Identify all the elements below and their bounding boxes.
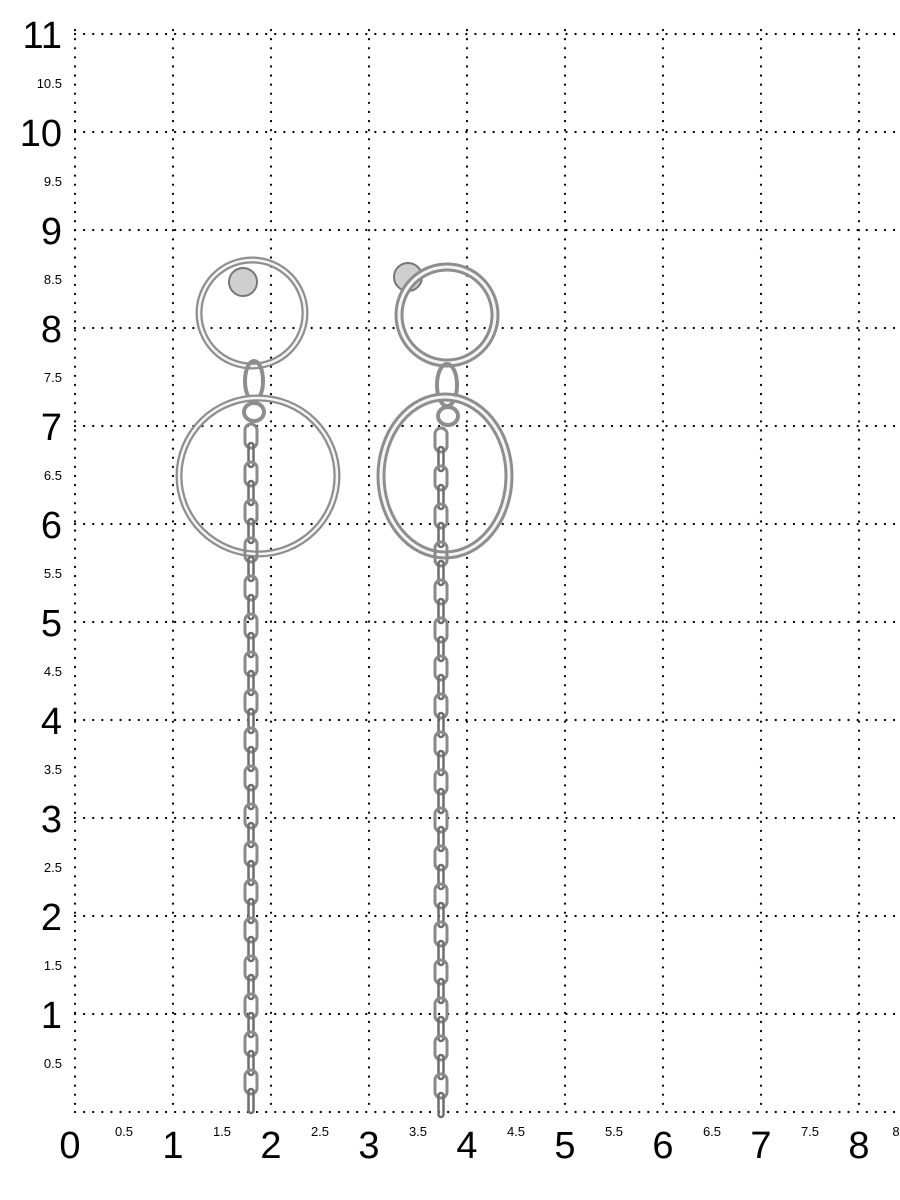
x-minor-tick-label: 5.5: [604, 1124, 624, 1139]
y-minor-tick-label: 3.5: [43, 762, 62, 777]
y-major-tick-label: 3: [40, 799, 62, 841]
y-minor-tick-label: 5.5: [43, 566, 62, 581]
y-major-tick-label: 10: [19, 113, 62, 155]
y-minor-tick-label: 9.5: [43, 174, 62, 189]
y-major-tick-label: 6: [40, 505, 62, 547]
y-minor-tick-label: 10.5: [36, 76, 62, 91]
y-major-tick-label: 1: [40, 995, 62, 1037]
x-major-tick-label: 3: [358, 1125, 380, 1167]
y-major-tick-label: 5: [40, 603, 62, 645]
x-major-tick-label: 8: [848, 1125, 870, 1167]
y-major-tick-label: 7: [40, 407, 62, 449]
y-minor-tick-label: 7.5: [43, 370, 62, 385]
x-major-tick-label: 2: [260, 1125, 282, 1167]
x-minor-tick-label: 1.5: [212, 1124, 232, 1139]
x-major-tick-label: 4: [456, 1125, 478, 1167]
x-minor-tick-label: 0.5: [114, 1124, 134, 1139]
y-major-tick-label: 2: [40, 897, 62, 939]
x-major-tick-label: 5: [554, 1125, 576, 1167]
x-major-tick-label: 0: [59, 1125, 81, 1167]
x-minor-tick-label: 6.5: [702, 1124, 722, 1139]
x-major-tick-label: 6: [652, 1125, 674, 1167]
stud-back: [229, 268, 257, 296]
x-major-tick-label: 1: [162, 1125, 184, 1167]
y-major-tick-label: 8: [40, 309, 62, 351]
y-minor-tick-label: 6.5: [43, 468, 62, 483]
y-major-tick-label: 4: [40, 701, 62, 743]
x-minor-tick-label: 2.5: [310, 1124, 330, 1139]
y-minor-tick-label: 2.5: [43, 860, 62, 875]
y-minor-tick-label: 8.5: [43, 272, 62, 287]
y-major-tick-label: 9: [40, 211, 62, 253]
x-major-tick-label: 7: [750, 1125, 772, 1167]
y-minor-tick-label: 1.5: [43, 958, 62, 973]
x-minor-tick-label: 4.5: [506, 1124, 526, 1139]
y-minor-tick-label: 4.5: [43, 664, 62, 679]
y-minor-tick-label: 0.5: [43, 1056, 62, 1071]
x-minor-tick-label: 8: [892, 1124, 900, 1139]
x-minor-tick-label: 7.5: [800, 1124, 820, 1139]
y-major-tick-label: 11: [22, 15, 62, 57]
x-minor-tick-label: 3.5: [408, 1124, 428, 1139]
